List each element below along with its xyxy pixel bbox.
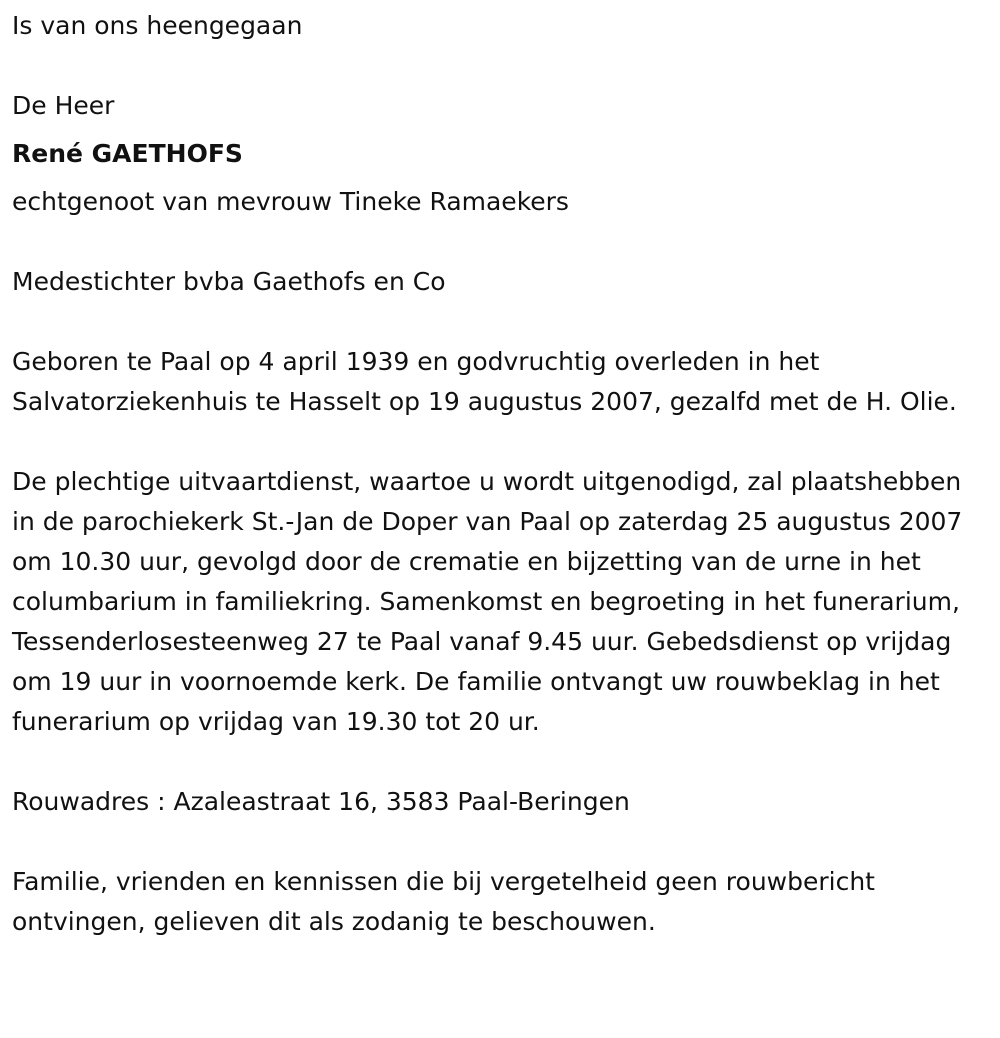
- salutation: De Heer: [12, 91, 115, 120]
- birth-death-paragraph: Geboren te Paal op 4 april 1939 en godvruchtig overleden in het Salvatorziekenhuis te Hasselt op 19 augustus 2007, gezalfd met de H. Olie.: [12, 347, 957, 416]
- intro-text: Is van ons heengegaan: [12, 11, 303, 40]
- spacer: [12, 822, 972, 862]
- role-line: Medestichter bvba Gaethofs en Co: [12, 267, 446, 296]
- spacer: [12, 302, 972, 342]
- spouse-line: echtgenoot van mevrouw Tineke Ramaekers: [12, 187, 569, 216]
- spacer: [12, 742, 972, 782]
- spacer: [12, 422, 972, 462]
- spacer: [12, 46, 972, 86]
- spacer: [12, 222, 972, 262]
- address-line: Rouwadres : Azaleastraat 16, 3583 Paal-Beringen: [12, 787, 630, 816]
- service-paragraph: De plechtige uitvaartdienst, waartoe u wordt uitgenodigd, zal plaatshebben in de parochiekerk St.-Jan de Doper van Paal op zaterdag 25 augustus 2007 om 10.30 uur, gevolgd door de crematie en bijzetting van de urne in het columbarium in familiekring. Samenkomst en begroeting in het funerarium, Tessenderlosesteenweg 27 te Paal vanaf 9.45 uur. Gebedsdienst op vrijdag om 19 uur in voornoemde kerk. De familie ontvangt uw rouwbeklag in het funerarium op vrijdag van 19.30 tot 20 ur.: [12, 467, 963, 736]
- deceased-name: René GAETHOFS: [12, 139, 243, 168]
- closing-paragraph: Familie, vrienden en kennissen die bij vergetelheid geen rouwbericht ontvingen, gelieven dit als zodanig te beschouwen.: [12, 867, 875, 936]
